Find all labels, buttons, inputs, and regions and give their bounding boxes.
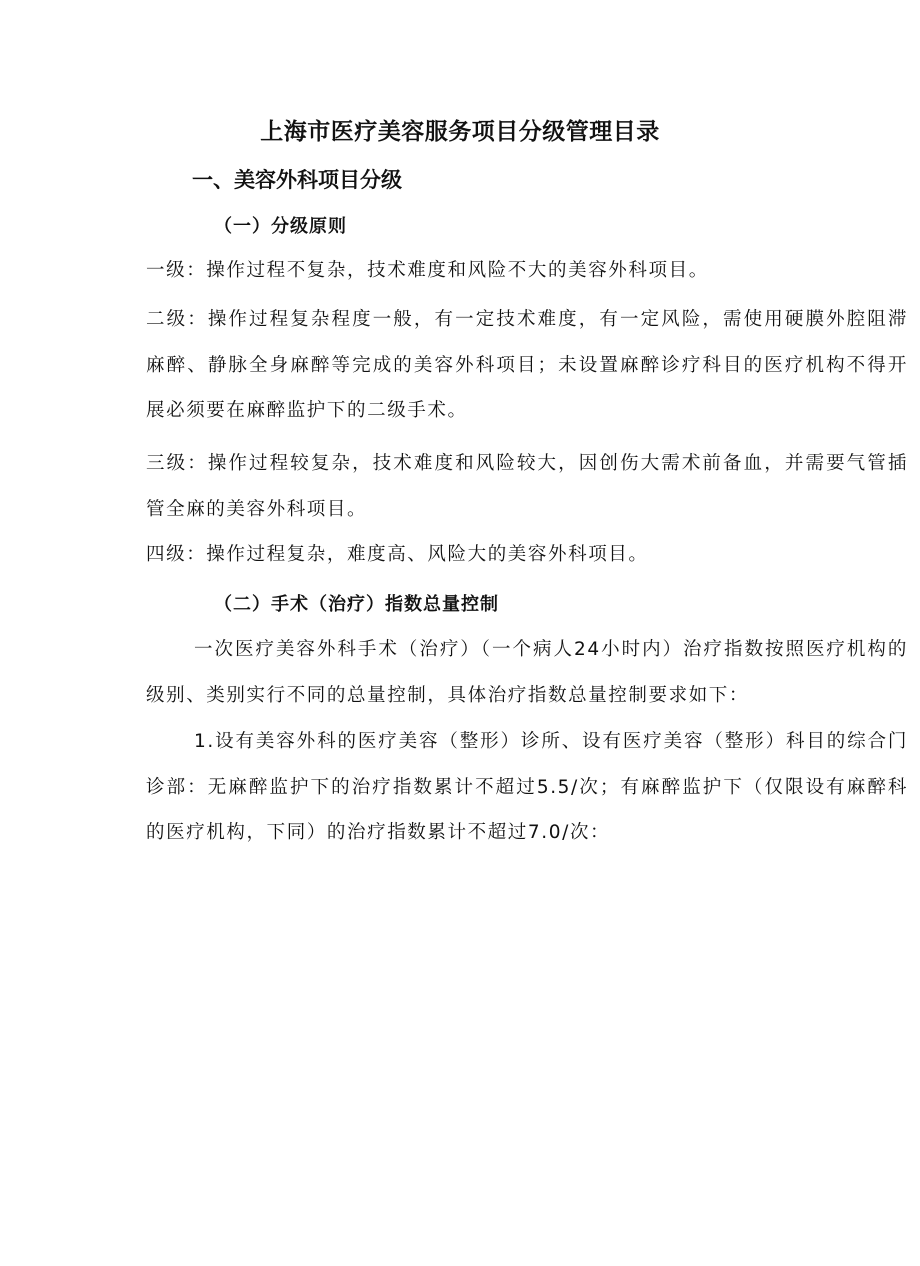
control-item-1-paragraph: 1.设有美容外科的医疗美容（整形）诊所、设有医疗美容（整形）科目的综合门诊部：无麻醉监护下的治疗指数累计不超过5.5/次；有麻醉监护下（仅限设有麻醉科的医疗机构，下同）的治疗指数累计不超过7.0/次： — [146, 731, 908, 843]
level-2-paragraph: 二级：操作过程复杂程度一般，有一定技术难度，有一定风险，需使用硬膜外腔阻滞麻醉、静脉全身麻醉等完成的美容外科项目；未设置麻醉诊疗科目的医疗机构不得开展必须要在麻醉监护下的二级手术。 — [146, 309, 908, 421]
level-1-paragraph: 一级：操作过程不复杂，技术难度和风险不大的美容外科项目。 — [146, 260, 709, 281]
subsection-heading-index-control: （二）手术（治疗）指数总量控制 — [214, 594, 499, 615]
document-title: 上海市医疗美容服务项目分级管理目录 — [260, 119, 660, 145]
control-intro-paragraph: 一次医疗美容外科手术（治疗）（一个病人24小时内）治疗指数按照医疗机构的级别、类别实行不同的总量控制，具体治疗指数总量控制要求如下： — [146, 639, 908, 706]
subsection-heading-principles: （一）分级原则 — [214, 216, 347, 237]
section-heading-surgery-grading: 一、美容外科项目分级 — [192, 168, 402, 192]
level-4-paragraph: 四级：操作过程复杂，难度高、风险大的美容外科项目。 — [146, 544, 649, 565]
level-3-paragraph: 三级：操作过程较复杂，技术难度和风险较大，因创伤大需术前备血，并需要气管插管全麻的美容外科项目。 — [146, 453, 908, 520]
